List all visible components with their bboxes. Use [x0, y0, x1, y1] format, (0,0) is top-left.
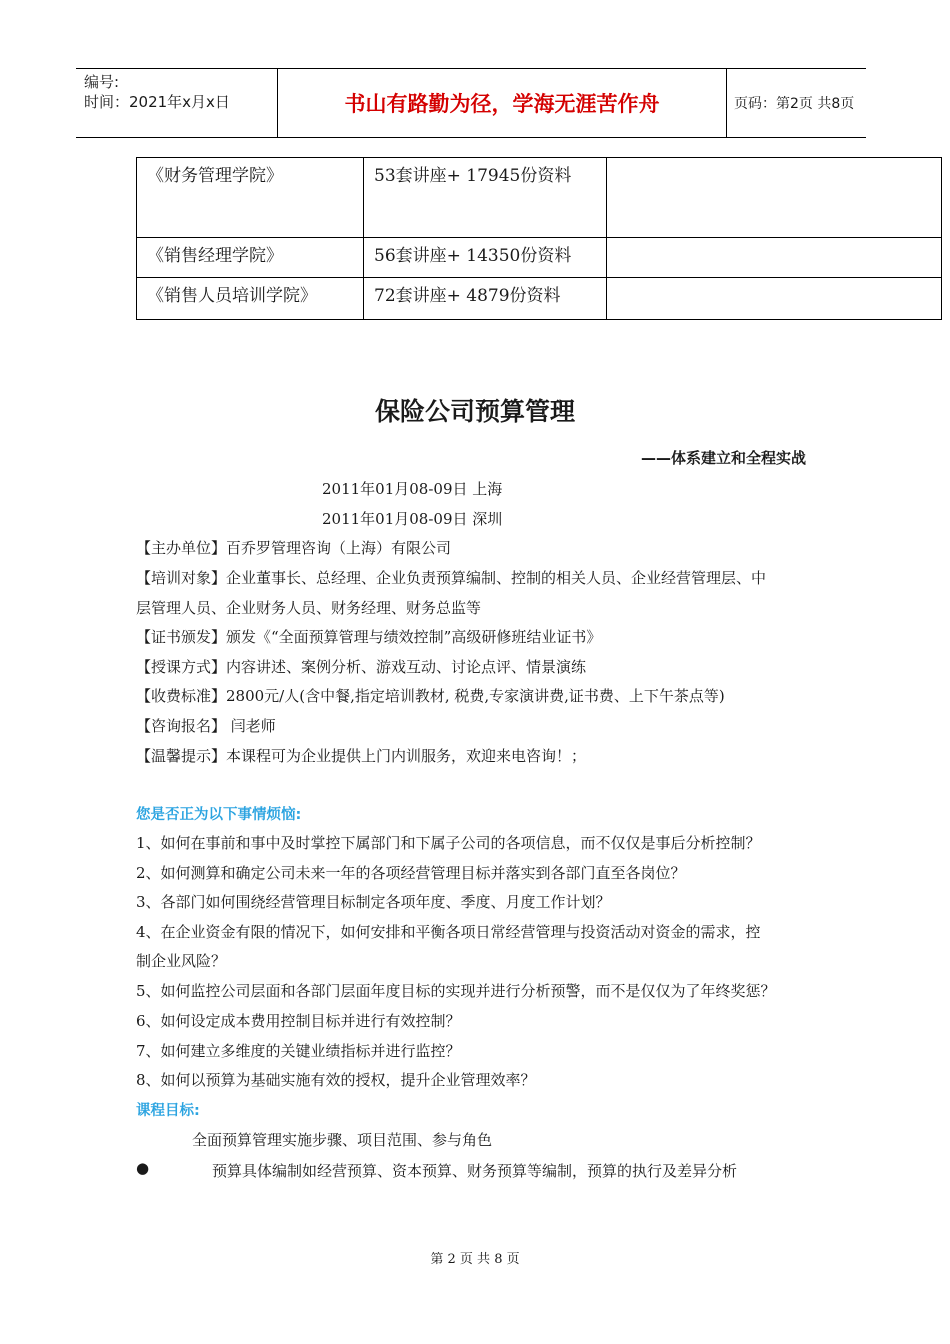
- header-page-info: 页码：第2页 共8页: [734, 96, 855, 112]
- number-label: 编号:: [84, 73, 120, 91]
- goals-heading: 课程目标:: [136, 1103, 200, 1119]
- info-certificate: 【证书颁发】颁发《“全面预算管理与绩效控制”高级研修班结业证书》: [136, 628, 602, 646]
- header-motto: 书山有路勤为径，学海无涯苦作舟: [344, 92, 660, 116]
- time-label: 时间：2021年x月x日: [84, 93, 230, 111]
- table-cell-name: 《销售人员培训学院》: [137, 278, 364, 320]
- page-footer: 第 2 页 共 8 页: [430, 1252, 520, 1267]
- info-audience: 【培训对象】企业董事长、总经理、企业负责预算编制、控制的相关人员、企业经营管理层、中: [136, 569, 767, 587]
- info-fee: 【收费标准】2800元/人(含中餐,指定培训教材, 税费,专家演讲费,证书费、上下午茶点等): [136, 687, 725, 705]
- table-cell-content: 72套讲座+ 4879份资料: [364, 278, 607, 320]
- info-audience-cont: 层管理人员、企业财务人员、财务经理、财务总监等: [136, 599, 482, 617]
- table-cell-name: 《销售经理学院》: [137, 238, 364, 278]
- table-cell-content: 56套讲座+ 14350份资料: [364, 238, 607, 278]
- info-teaching-method: 【授课方式】内容讲述、案例分析、游戏互动、讨论点评、情景演练: [136, 658, 587, 676]
- list-item: 7、如何建立多维度的关键业绩指标并进行监控？: [136, 1042, 461, 1060]
- header-divider: [726, 69, 727, 137]
- page-header: [76, 68, 866, 138]
- worries-heading: 您是否正为以下事情烦恼:: [136, 807, 302, 823]
- info-contact: 【咨询报名】 闫老师: [136, 717, 276, 735]
- goal-item: 全面预算管理实施步骤、项目范围、参与角色: [192, 1131, 493, 1149]
- bullet-icon: ●: [136, 1159, 150, 1177]
- info-organizer: 【主办单位】百乔罗管理咨询（上海）有限公司: [136, 539, 452, 557]
- info-tip: 【温馨提示】本课程可为企业提供上门内训服务，欢迎来电咨询！；: [136, 747, 587, 765]
- page-title: 保险公司预算管理: [374, 397, 575, 426]
- session-date: 2011年01月08-09日 上海: [322, 480, 503, 498]
- table-cell-note: [607, 158, 942, 238]
- list-item: 3、各部门如何围绕经营管理目标制定各项年度、季度、月度工作计划？: [136, 893, 611, 911]
- header-meta: [76, 69, 276, 137]
- list-item: 1、如何在事前和事中及时掌控下属部门和下属子公司的各项信息，而不仅仅是事后分析控制？: [136, 834, 761, 852]
- list-item: 2、如何测算和确定公司未来一年的各项经营管理目标并落实到各部门直至各岗位？: [136, 864, 686, 882]
- list-item: 4、在企业资金有限的情况下，如何安排和平衡各项日常经营管理与投资活动对资金的需求，控: [136, 923, 761, 941]
- goal-item: 预算具体编制如经营预算、资本预算、财务预算等编制，预算的执行及差异分析: [212, 1162, 738, 1180]
- list-item: 8、如何以预算为基础实施有效的授权，提升企业管理效率？: [136, 1071, 536, 1089]
- table-row: [137, 238, 942, 278]
- table-cell-content: 53套讲座+ 17945份资料: [364, 158, 607, 238]
- table-cell-note: [607, 278, 942, 320]
- list-item: 制企业风险？: [136, 952, 227, 970]
- list-item: 5、如何监控公司层面和各部门层面年度目标的实现并进行分析预警，而不是仅仅为了年终奖惩？: [136, 982, 776, 1000]
- table-cell-name: 《财务管理学院》: [137, 158, 364, 238]
- table-cell-note: [607, 238, 942, 278]
- table-row: [137, 158, 942, 238]
- session-date: 2011年01月08-09日 深圳: [322, 510, 503, 528]
- table-row: [137, 278, 942, 320]
- resource-table: [136, 157, 942, 320]
- list-item: 6、如何设定成本费用控制目标并进行有效控制？: [136, 1012, 461, 1030]
- page-subtitle: ——体系建立和全程实战: [640, 449, 806, 467]
